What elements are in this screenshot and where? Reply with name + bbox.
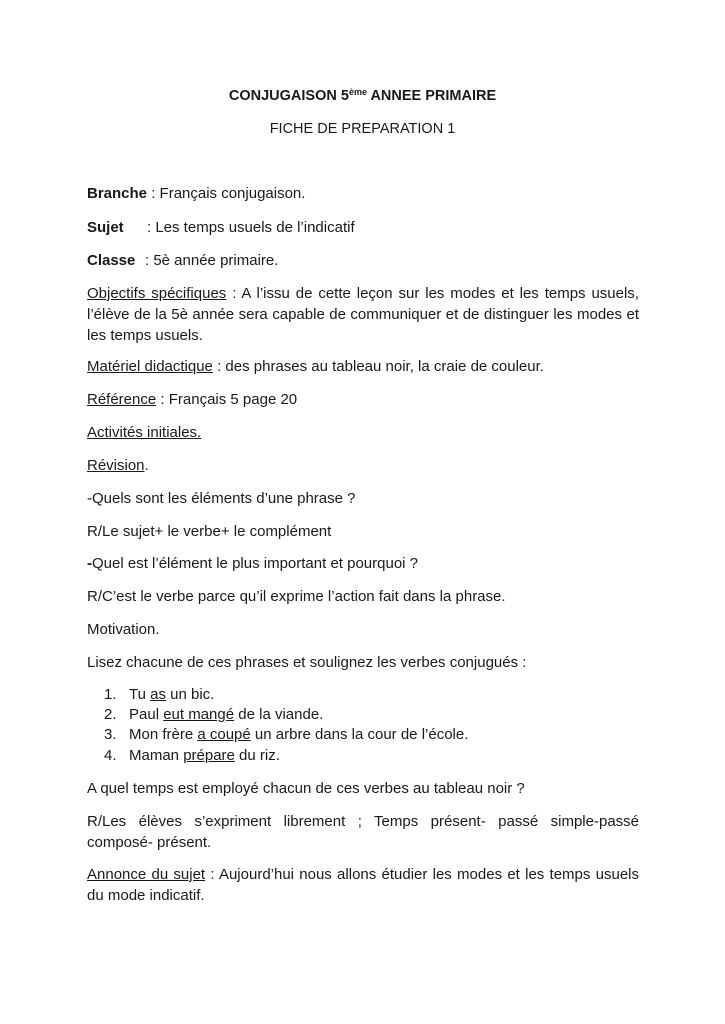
field-reference — [87, 389, 639, 410]
field-value: : Français conjugaison. — [147, 185, 306, 202]
field-value: : Français 5 page 20 — [156, 391, 298, 408]
annonce-du-sujet — [87, 864, 639, 906]
item-number: 1. — [104, 686, 117, 703]
item-text: Maman — [129, 747, 184, 764]
question-1: -Quels sont les éléments d’une phrase ? — [87, 490, 356, 507]
instruction-text: Lisez chacune de ces phrases et soulignez les verbes conjugués : — [87, 654, 527, 671]
document-title — [0, 88, 725, 104]
item-text: un bic. — [165, 686, 215, 703]
field-value: : A l’issu de cette leçon sur les modes et les temps usuels, l’élève de la 5è année sera capable de communiquer et de distinguer les modes et les temps usuels. — [87, 285, 639, 344]
revision-dot: . — [144, 457, 149, 474]
section-revision — [87, 455, 639, 476]
field-materiel — [87, 356, 639, 377]
item-text: Tu — [129, 686, 151, 703]
followup-answer: R/Les élèves s’expriment librement ; Temps présent- passé simple-passé composé- présent. — [87, 813, 639, 851]
list-item — [104, 745, 634, 766]
field-classe — [87, 250, 639, 271]
title-main: CONJUGAISON 5 — [228, 88, 349, 104]
item-verb: as — [150, 686, 166, 703]
field-label: Classe — [87, 252, 136, 269]
question-2 — [87, 553, 639, 574]
item-number: 2. — [104, 706, 117, 723]
annonce-label: Annonce du sujet — [87, 866, 206, 883]
field-value: : 5è année primaire. — [145, 252, 279, 269]
field-value: : Les temps usuels de l’indicatif — [147, 219, 355, 236]
field-label: Branche — [87, 185, 148, 202]
followup-question: A quel temps est employé chacun de ces verbes au tableau noir ? — [87, 780, 525, 797]
item-text: Mon frère — [129, 726, 198, 743]
answer-2: R/C’est le verbe parce qu’il exprime l’action fait dans la phrase. — [87, 588, 506, 605]
item-text: du riz. — [234, 747, 280, 764]
field-label: Sujet — [87, 219, 124, 236]
field-label: Matériel didactique — [87, 358, 213, 375]
list-item — [104, 684, 634, 705]
document-subtitle: FICHE DE PREPARATION 1 — [269, 121, 456, 137]
annonce-value: : Aujourd’hui nous allons étudier les modes et les temps usuels du mode indicatif. — [87, 866, 640, 904]
item-verb: prépare — [183, 747, 235, 764]
field-objectifs — [87, 283, 639, 346]
revision-label: Révision — [87, 457, 145, 474]
question-text: Quel est l’élément le plus important et pourquoi ? — [92, 555, 419, 572]
question-dash: - — [87, 555, 92, 572]
motivation-heading: Motivation. — [87, 621, 160, 638]
item-verb: a coupé — [197, 726, 251, 743]
field-sujet — [87, 217, 639, 238]
field-branche — [87, 183, 639, 204]
title-superscript: ème — [348, 87, 367, 97]
field-value: : des phrases au tableau noir, la craie de couleur. — [212, 358, 544, 375]
field-label: Référence — [87, 391, 157, 408]
item-number: 3. — [104, 726, 117, 743]
section-activites: Activités initiales. — [87, 424, 202, 441]
item-number: 4. — [104, 747, 117, 764]
item-verb: eut mangé — [163, 706, 235, 723]
item-text: de la viande. — [234, 706, 324, 723]
field-label: Objectifs spécifiques — [87, 285, 227, 302]
item-text: un arbre dans la cour de l’école. — [250, 726, 469, 743]
list-item — [104, 724, 634, 745]
title-rest: ANNEE PRIMAIRE — [366, 88, 497, 104]
list-item — [104, 704, 634, 725]
answer-1: R/Le sujet+ le verbe+ le complément — [87, 523, 332, 540]
item-text: Paul — [129, 706, 164, 723]
